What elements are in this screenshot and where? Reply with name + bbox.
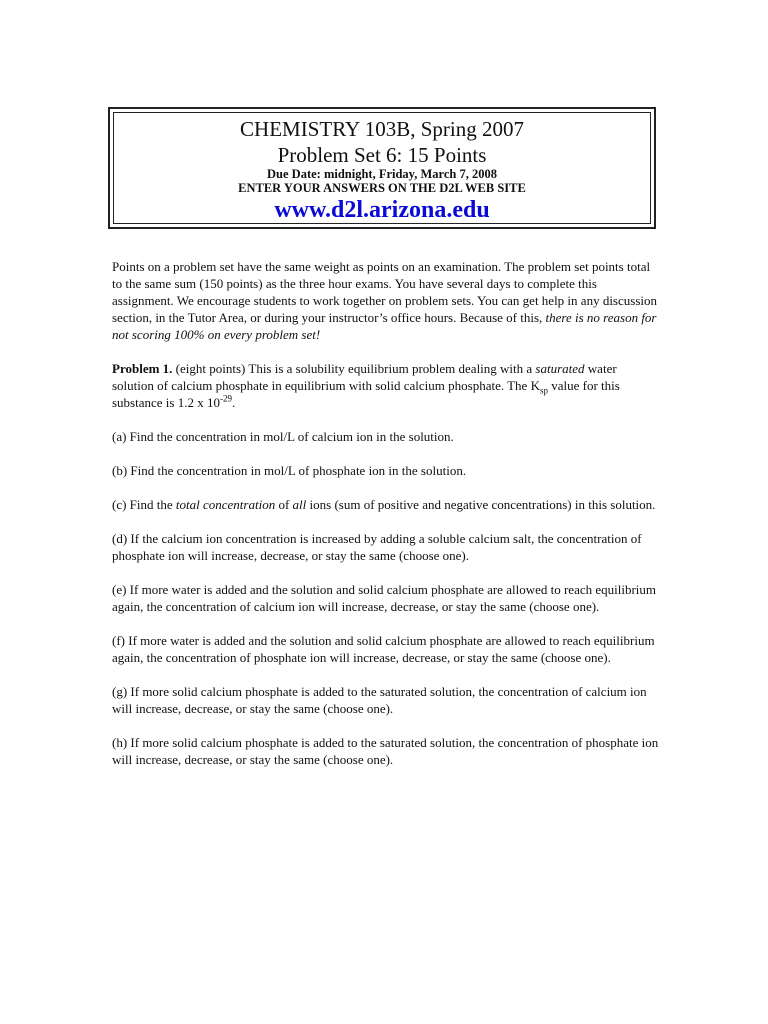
document-body	[112, 258, 660, 785]
question-f: (f) If more water is added and the solution and solid calcium phosphate are allowed to reach equilibrium again, the concentration of phosphate ion will increase, decrease, or stay the same (choose one).	[112, 633, 655, 665]
intro-emphasis: there is no reason for not scoring 100% on every problem set!	[112, 310, 657, 342]
question-e: (e) If more water is added and the solution and solid calcium phosphate are allowed to reach equilibrium again, the concentration of calcium ion will increase, decrease, or stay the same (choose one).	[112, 582, 657, 614]
ksp-subscript: sp	[539, 385, 548, 396]
question-c-pre: (c) Find the	[112, 497, 176, 512]
question-c-mid: of	[275, 497, 293, 512]
website-url: www.d2l.arizona.edu	[274, 197, 490, 223]
enter-answers-notice: ENTER YOUR ANSWERS ON THE D2L WEB SITE	[238, 181, 526, 195]
question-c	[112, 496, 660, 513]
problem-1-text-d: .	[231, 395, 236, 410]
problem-set-title: Problem Set 6: 15 Points	[277, 143, 487, 167]
problem-1-statement	[112, 360, 660, 411]
intro-paragraph	[112, 258, 660, 343]
problem-1-text-b: water solution of calcium phosphate in equilibrium with solid calcium phosphate. The K	[112, 361, 617, 393]
header-box	[108, 107, 656, 229]
problem-1-label: Problem 1.	[112, 361, 173, 376]
question-a: (a) Find the concentration in mol/L of calcium ion in the solution.	[112, 429, 454, 444]
ksp-exponent: -29	[219, 393, 232, 404]
course-title: CHEMISTRY 103B, Spring 2007	[240, 117, 524, 141]
intro-text: Points on a problem set have the same weight as points on an examination. The problem set points total to the same sum (150 points) as the three hour exams. You have several days to complete this assignment. We encourage students to work together on problem sets. You can get help in any discussion section, in the Tutor Area, or during your instructor’s office hours. Because of this,	[112, 259, 657, 325]
question-c-em-total: total concentration	[175, 497, 276, 512]
problem-1-text-c: value for this substance is 1.2 x 10	[112, 378, 620, 410]
question-b: (b) Find the concentration in mol/L of phosphate ion in the solution.	[112, 463, 467, 478]
question-d: (d) If the calcium ion concentration is increased by adding a soluble calcium salt, the concentration of phosphate ion will increase, decrease, or stay the same (choose one).	[112, 531, 642, 563]
question-h: (h) If more solid calcium phosphate is added to the saturated solution, the concentration of phosphate ion will increase, decrease, or stay the same (choose one).	[112, 735, 659, 767]
due-date: Due Date: midnight, Friday, March 7, 2008	[267, 167, 497, 181]
problem-1-text-a: (eight points) This is a solubility equilibrium problem dealing with a	[172, 361, 536, 376]
question-g: (g) If more solid calcium phosphate is added to the saturated solution, the concentration of calcium ion will increase, decrease, or stay the same (choose one).	[112, 684, 647, 716]
question-c-em-all: all	[292, 497, 307, 512]
problem-1-saturated: saturated	[535, 361, 585, 376]
question-c-post: ions (sum of positive and negative concentrations) in this solution.	[306, 497, 656, 512]
